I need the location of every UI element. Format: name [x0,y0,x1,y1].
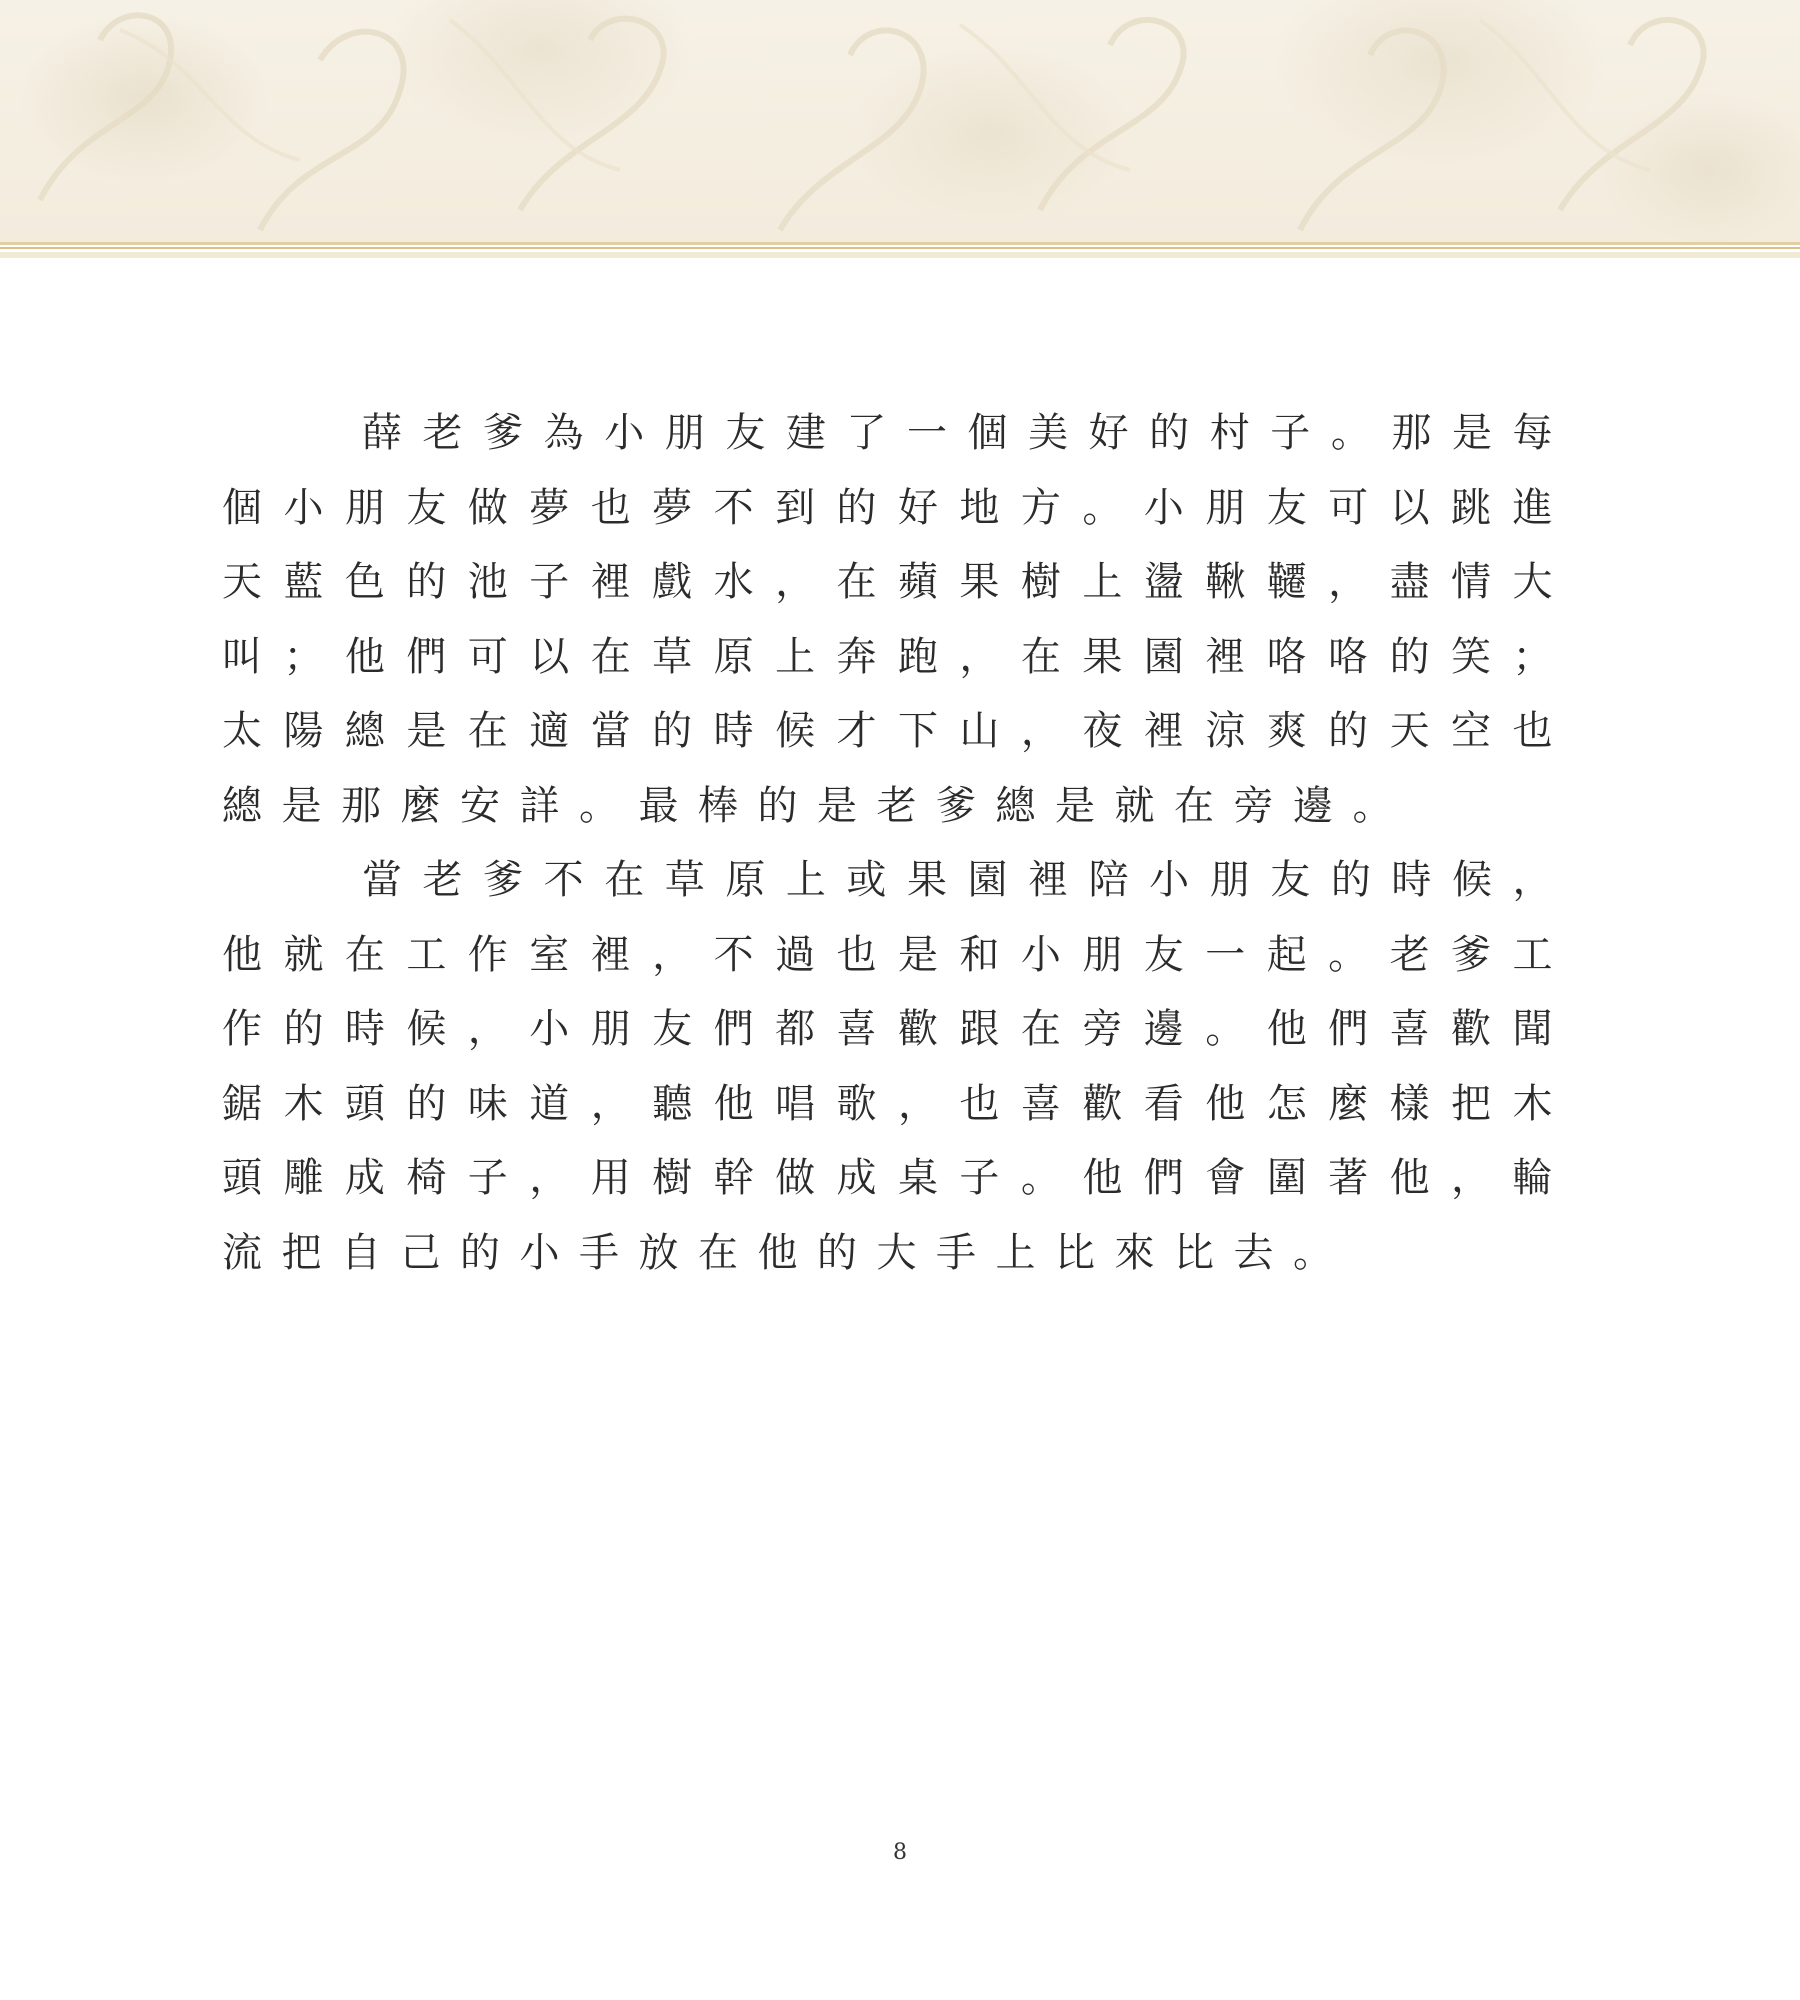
header-rule-bottom [0,252,1800,258]
header-rule-middle [0,247,1800,249]
damask-pattern-icon [0,0,1800,242]
paragraph-2: 當老爹不在草原上或果園裡陪小朋友的時候，他就在工作室裡，不過也是和小朋友一起。老爹工作的時候，小朋友們都喜歡跟在旁邊。他們喜歡聞鋸木頭的味道，聽他唱歌，也喜歡看他怎麼樣把木頭雕成椅子，用樹幹做成桌子。他們會圍著他，輪流把自己的小手放在他的大手上比來比去。 [222,857,1572,1276]
page-number: 8 [893,1840,907,1865]
header-rule-top [0,242,1800,245]
story-text [222,396,1572,1290]
decorative-header-band [0,0,1800,242]
paragraph-1: 薛老爹為小朋友建了一個美好的村子。那是每個小朋友做夢也夢不到的好地方。小朋友可以跳進天藍色的池子裡戲水，在蘋果樹上盪鞦韆，盡情大叫；他們可以在草原上奔跑，在果園裡咯咯的笑；太陽總是在適當的時候才下山，夜裡涼爽的天空也總是那麼安詳。最棒的是老爹總是就在旁邊。 [222,410,1572,829]
